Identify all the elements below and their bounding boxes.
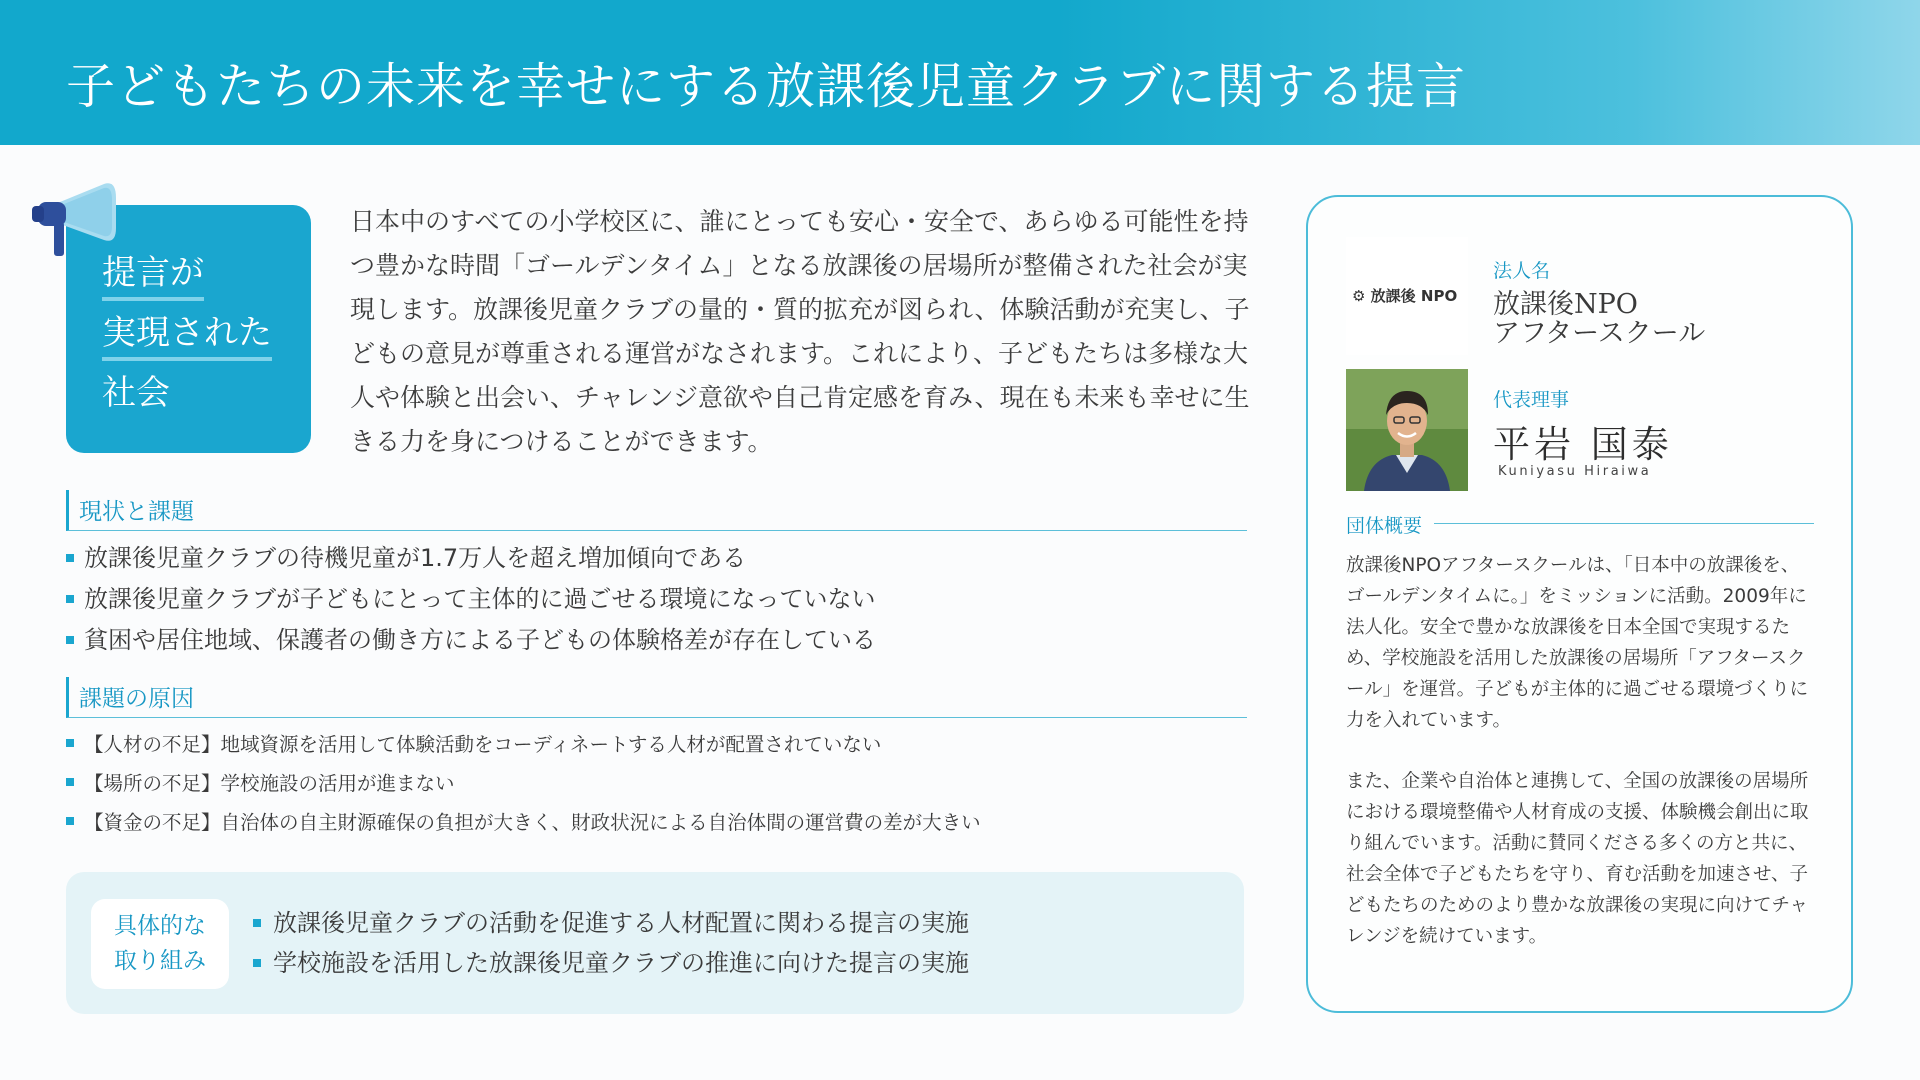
causes-heading [66,677,1247,718]
cause-item: 【場所の不足】学校施設の活用が進まない [66,765,981,804]
logo-icon: ⚙ 放課後 NPO [1352,287,1458,305]
status-item: 貧困や居住地域、保護者の働き方による子どもの体験格差が存在している [66,620,876,661]
page-title: 子どもたちの未来を幸せにする放課後児童クラブに関する提言 [66,58,1467,115]
society-line-2: 実現された [102,305,272,361]
actions-list [253,903,969,983]
society-line-3: 社会 [102,373,170,413]
rep-name: 平岩 国泰 [1493,423,1673,466]
overview-paragraph-2: また、企業や自治体と連携して、全国の放課後の居場所における環境整備や人材育成の支援、体験機会創出に取り組んでいます。活動に賛同くださる多くの方と共に、社会全体で子どもたちを守り、育む活動を加速させ、子どもたちのためのより豊かな放課後の実現に向けてチャレンジを続けています。 [1346,771,1809,947]
action-item: 放課後児童クラブの活動を促進する人材配置に関わる提言の実施 [253,903,969,943]
megaphone-icon [30,178,120,264]
causes-list [66,726,981,843]
actions-label: 具体的な 取り組み [91,899,229,989]
rep-label: 代表理事 [1493,389,1570,411]
status-item: 放課後児童クラブの待機児童が1.7万人を超え増加傾向である [66,538,876,579]
overview-heading: 団体概要 [1346,511,1814,539]
cause-item: 【人材の不足】地域資源を活用して体験活動をコーディネートする人材が配置されていない [66,726,981,765]
society-line-1: 提言が [102,245,204,301]
action-item: 学校施設を活用した放課後児童クラブの推進に向けた提言の実施 [253,943,969,983]
header-banner [0,0,1920,145]
status-list [66,538,876,661]
actions-box [66,872,1244,1014]
status-item: 放課後児童クラブが子どもにとって主体的に過ごせる環境になっていない [66,579,876,620]
org-logo [1346,237,1468,355]
status-heading-text: 現状と課題 [79,499,194,525]
intro-paragraph: 日本中のすべての小学校区に、誰にとっても安心・安全で、あらゆる可能性を持つ豊かな時間「ゴールデンタイム」となる放課後の居場所が整備された社会が実現します。放課後児童クラブの量的・質的拡充が図られ、体験活動が充実し、子どもの意見が尊重される運営がなされます。これにより、子どもたちは多様な大人や体験と出会い、チャレンジ意欲や自己肯定感を育み、現在も未来も幸せに生きる力を身につけることができます。 [350,207,1250,456]
cause-item: 【資金の不足】自治体の自主財源確保の負担が大きく、財政状況による自治体間の運営費の差が大きい [66,804,981,843]
overview-paragraph-1: 放課後NPOアフタースクールは、「日本中の放課後を、ゴールデンタイムに。」をミッションに活動。2009年に法人化。安全で豊かな放課後を日本全国で実現するため、学校施設を活用した放課後の居場所「アフタースクール」を運営。子どもが主体的に過ごせる環境づくりに力を入れています。 [1346,555,1809,731]
representative-photo [1346,369,1468,491]
causes-heading-text: 課題の原因 [79,686,194,712]
org-name-label: 法人名 [1493,260,1551,282]
org-name: 放課後NPO アフタースクール [1493,289,1706,349]
rep-name-roman: Kuniyasu Hiraiwa [1498,464,1652,479]
status-heading [66,490,1247,531]
